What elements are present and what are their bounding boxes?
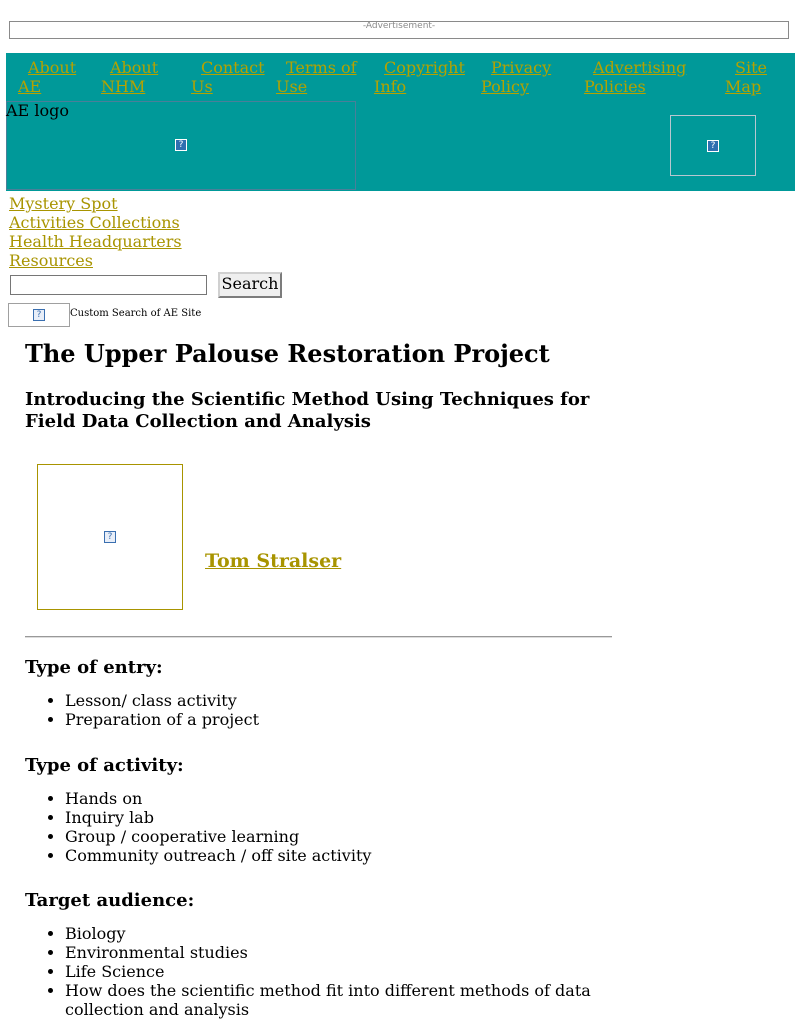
- page-subtitle: Introducing the Scientific Method Using Techniques for Field Data Collection and Analysis: [25, 389, 590, 432]
- list-item: • Hands on: [65, 789, 615, 808]
- section-navigation: [9, 194, 182, 270]
- broken-image-icon: ?: [707, 140, 719, 152]
- broken-image-icon: ?: [175, 139, 187, 151]
- nav-site-map[interactable]: Site Map: [725, 58, 767, 96]
- list-item: • Biology: [65, 924, 615, 943]
- list-item: • Preparation of a project: [65, 710, 615, 729]
- logo-alt-text: AE logo: [6, 101, 69, 120]
- section-heading: Type of activity:: [25, 755, 184, 776]
- list-item: • Environmental studies: [65, 943, 615, 962]
- site-header: [6, 53, 795, 191]
- activity-type-section: [25, 755, 615, 865]
- list-item: • Lesson/ class activity: [65, 691, 615, 710]
- target-audience-section: [25, 890, 615, 1019]
- author-photo[interactable]: [37, 464, 183, 610]
- custom-search-logo: [8, 303, 70, 327]
- nav-mystery-spot[interactable]: Mystery Spot: [9, 194, 118, 213]
- divider: [25, 636, 612, 638]
- nav-terms-of-use[interactable]: Terms of Use: [276, 58, 357, 96]
- list-item: • How does the scientific method fit into different methods of data collection and analysis: [65, 981, 615, 1019]
- section-heading: Target audience:: [25, 890, 195, 911]
- search-input[interactable]: [10, 275, 207, 295]
- advertisement-label: -Advertisement-: [362, 21, 436, 31]
- section-heading: Type of entry:: [25, 657, 163, 678]
- nav-health-headquarters[interactable]: Health Headquarters: [9, 232, 182, 251]
- broken-image-icon: ?: [33, 309, 45, 321]
- nav-contact-us[interactable]: Contact Us: [191, 58, 265, 96]
- target-audience-list: [25, 924, 615, 1019]
- entry-type-list: [25, 691, 615, 729]
- entry-type-section: [25, 657, 615, 729]
- top-navigation: [6, 58, 795, 102]
- nav-privacy-policy[interactable]: Privacy Policy: [481, 58, 552, 96]
- nav-resources[interactable]: Resources: [9, 251, 93, 270]
- list-item: • Inquiry lab: [65, 808, 615, 827]
- list-item: • Group / cooperative learning: [65, 827, 615, 846]
- nav-advertising-policies[interactable]: Advertising Policies: [584, 58, 687, 96]
- broken-image-icon: ?: [104, 531, 116, 543]
- nav-about-ae[interactable]: About AE: [18, 58, 77, 96]
- activity-type-list: [25, 789, 615, 865]
- page-title: The Upper Palouse Restoration Project: [25, 339, 550, 368]
- author-link[interactable]: Tom Stralser: [205, 550, 342, 572]
- nav-copyright-info[interactable]: Copyright Info: [374, 58, 465, 96]
- list-item: • Community outreach / off site activity: [65, 846, 615, 865]
- header-image[interactable]: [670, 115, 756, 176]
- custom-search-label: Custom Search of AE Site: [70, 308, 202, 319]
- list-item: • Life Science: [65, 962, 615, 981]
- nav-activities-collections[interactable]: Activities Collections: [9, 213, 180, 232]
- search-button[interactable]: Search: [218, 272, 282, 298]
- nav-about-nhm[interactable]: About NHM: [101, 58, 159, 96]
- advertisement-banner[interactable]: [9, 21, 789, 39]
